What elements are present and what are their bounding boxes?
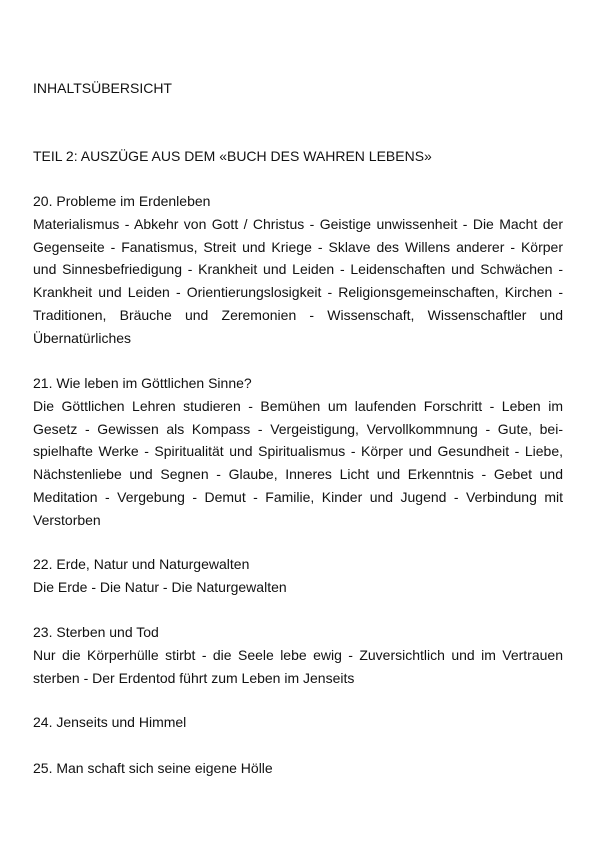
toc-section-25 (33, 757, 563, 780)
toc-section-21 (33, 372, 563, 531)
section-summary: Nur die Körperhülle stirbt - die Seele lebe ewig - Zuversichtlich und im Vertrauen sterben - Der Erdentod führt zum Leben im Jenseits (33, 646, 563, 686)
toc-section-22 (33, 553, 563, 599)
section-title: 25. Man schaft sich seine eigene Hölle (33, 760, 273, 776)
section-title: 22. Erde, Natur und Naturgewalten (33, 556, 250, 572)
toc-section-23 (33, 621, 563, 689)
section-title: 24. Jenseits und Himmel (33, 714, 187, 730)
section-summary: Die Göttlichen Lehren studieren - Bemühen um laufenden Forschritt - Leben im Gesetz - Gewissen als Kompass - Vergeistigung, Vervollkommnung - Gute, beispielhafte Werke - Spiritualität und Spiritualismus - Körper und Gesundheit - Liebe, Nächstenliebe und Segnen - Glaube, Inneres Licht und Erkenntnis - Gebet und Meditation - Vergebung - Demut - Familie, Kinder und Jugend - Verbindung mit Verstorben (33, 397, 563, 528)
section-summary: Die Erde - Die Natur - Die Naturgewalten (33, 578, 287, 595)
section-title: 21. Wie leben im Göttlichen Sinne? (33, 375, 252, 391)
part-title: TEIL 2: AUSZÜGE AUS DEM «BUCH DES WAHREN LEBENS» (33, 148, 432, 164)
section-summary: Materialismus - Abkehr von Gott / Christus - Geistige unwissenheit - Die Macht der Gegenseite - Fanatismus, Streit und Kriege - Sklave des Willens anderer - Körper und Sinnesbefriedigung - Krankheit und Leiden - Leidenschaften und Schwächen - Krankheit und Leiden - Orientierungslosigkeit - Religionsgemeinschaften, Kirchen - Traditionen, Bräuche und Zeremonien - Wissenschaft, Wissenschaftler und Übernatürliches (33, 215, 563, 346)
toc-section-24 (33, 711, 563, 734)
section-title: 20. Probleme im Erdenleben (33, 193, 211, 209)
section-title: 23. Sterben und Tod (33, 624, 159, 640)
toc-section-20 (33, 190, 563, 349)
toc-title: INHALTSÜBERSICHT (33, 80, 172, 96)
